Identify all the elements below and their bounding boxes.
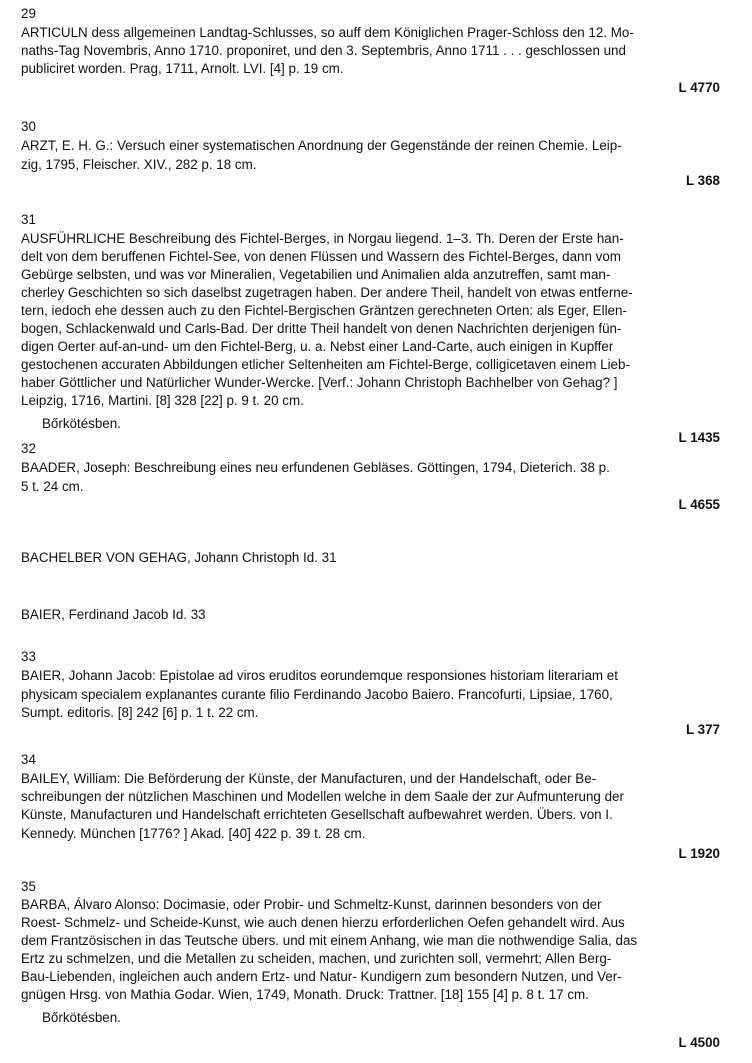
entry-text-line: Roest- Schmelz- und Scheide-Kunst, wie auch denen hierzu erforderlichen Oefen gehandelt wird. Aus	[21, 915, 625, 930]
entry-text-line: Gebürge selbsten, und was vor Mineralien, Vegetabilien und Animalien alda anzutreffen, samt man-	[21, 267, 611, 282]
entry-text-line: BAILEY, William: Die Beförderung der Künste, der Manufacturen, und der Handelschaft, oder Be-	[21, 771, 597, 786]
entry-text-line: publiciret worden. Prag, 1711, Arnolt. LVI. [4] p. 19 cm.	[21, 61, 344, 76]
binding-note: Bőrkötésben.	[42, 1010, 121, 1025]
entry-text-line: haber Göttlicher und Natürlicher Wunder-Wercke. [Verf.: Johann Christoph Bachhelber von Gehag? ]	[21, 375, 618, 390]
entry-text-line: ARTICULN dess allgemeinen Landtag-Schlusses, so auff dem Königlichen Prager-Schloss den 12. Mo-	[21, 25, 634, 40]
entry-number: 32	[21, 441, 36, 456]
entry-text-line: BAIER, Johann Jacob: Epistolae ad viros eruditos eorundemque responsiones historiam literariam et	[21, 668, 618, 683]
entry-text-line: Sumpt. editoris. [8] 242 [6] p. 1 t. 22 cm.	[21, 705, 259, 720]
entry-number: 29	[21, 6, 36, 21]
shelf-signature: L 4655	[678, 497, 720, 512]
shelf-signature: L 377	[686, 722, 720, 737]
entry-text-line: cherley Geschichten so sich daselbst zugetragen haben. Der andere Theil, handelt von etwas entferne-	[21, 285, 633, 300]
entry-text-line: tern, iedoch ehe dessen auch zu den Fichtel-Bergischen Gräntzen gerechneten Orten: als Eger, Ellen-	[21, 303, 627, 318]
cross-reference-text: BAIER, Ferdinand Jacob Id. 33	[21, 607, 206, 622]
entry-number: 34	[21, 752, 36, 767]
entry-text-line: Ertz zu schmelzen, und die Metallen zu scheiden, machen, und zurichten soll, vermehrt; Allen Berg-	[21, 951, 612, 966]
entry-number: 31	[21, 212, 36, 227]
entry-text-line: 5 t. 24 cm.	[21, 479, 84, 494]
shelf-signature: L 1435	[678, 430, 720, 445]
entry-text-line: schreibungen der nützlichen Maschinen und Modellen welche in dem Saale der zur Aufmunterung der	[21, 789, 624, 804]
entry-text-line: dem Frantzösischen in das Teutsche übers. und mit einem Anhang, wie man die nothwendige Salia, das	[21, 933, 638, 948]
shelf-signature: L 1920	[678, 846, 720, 861]
entry-text-line: zig, 1795, Fleischer. XIV., 282 p. 18 cm.	[21, 157, 257, 172]
shelf-signature: L 368	[686, 173, 720, 188]
entry-text-line: gestochenen accuraten Abbildungen etlicher Seltenheiten am Fichtel-Berge, colligicetaven einem Lieb-	[21, 357, 630, 372]
entry-text-line: naths-Tag Novembris, Anno 1710. proponiret, und den 3. Septembris, Anno 1711 . . . geschlossen und	[21, 43, 626, 58]
entry-text-line: BARBA, Álvaro Alonso: Docimasie, oder Probir- und Schmeltz-Kunst, darinnen besonders von der	[21, 897, 602, 912]
entry-text-line: gnügen Hrsg. von Mathia Godar. Wien, 1749, Monath. Druck: Trattner. [18] 155 [4] p. 8 t. 17 cm.	[21, 987, 589, 1002]
shelf-signature: L 4500	[678, 1035, 720, 1050]
entry-text-line: bogen, Schlackenwald und Carls-Bad. Der dritte Theil handelt von denen Nachrichten derjenigen fün-	[21, 321, 622, 336]
entry-text-line: BAADER, Joseph: Beschreibung eines neu erfundenen Gebläses. Göttingen, 1794, Dieterich. 38 p.	[21, 460, 610, 475]
entry-number: 30	[21, 119, 36, 134]
cross-reference-text: BACHELBER VON GEHAG, Johann Christoph Id. 31	[21, 550, 337, 565]
entry-text-line: Künste, Manufacturen und Handelschaft errichteten Gesellschaft aufbewahret werden. Übers. von I.	[21, 807, 613, 822]
shelf-signature: L 4770	[678, 80, 720, 95]
entry-number: 33	[21, 649, 36, 664]
entry-text-line: Leipzig, 1716, Martini. [8] 328 [22] p. 9 t. 20 cm.	[21, 393, 304, 408]
entry-text-line: Kennedy. München [1776? ] Akad. [40] 422 p. 39 t. 28 cm.	[21, 826, 366, 841]
entry-number: 35	[21, 879, 36, 894]
entry-text-line: Bau-Liebenden, ingleichen auch andern Ertz- und Natur- Kundigern zum besondern Nutzen, und Ver-	[21, 969, 622, 984]
entry-text-line: AUSFÜHRLICHE Beschreibung des Fichtel-Berges, in Norgau liegend. 1–3. Th. Deren der Erste han-	[21, 231, 624, 246]
entry-text-line: delt von dem beruffenen Fichtel-See, von denen Flüssen und Wassern des Fichtel-Berges, dann vom	[21, 249, 621, 264]
entry-text-line: digen Oerter auf-an-und- um den Fichtel-Berg, u. a. Nebst einer Land-Carte, auch einigen in Kupffer	[21, 339, 614, 354]
binding-note: Bőrkötésben.	[42, 416, 121, 431]
entry-text-line: ARZT, E. H. G.: Versuch einer systematischen Anordnung der Gegenstände der reinen Chemie. Leip-	[21, 138, 622, 153]
entry-text-line: physicam specialem explanantes curante filio Ferdinando Jacobo Baiero. Francofurti, Lipsiae, 1760,	[21, 687, 613, 702]
